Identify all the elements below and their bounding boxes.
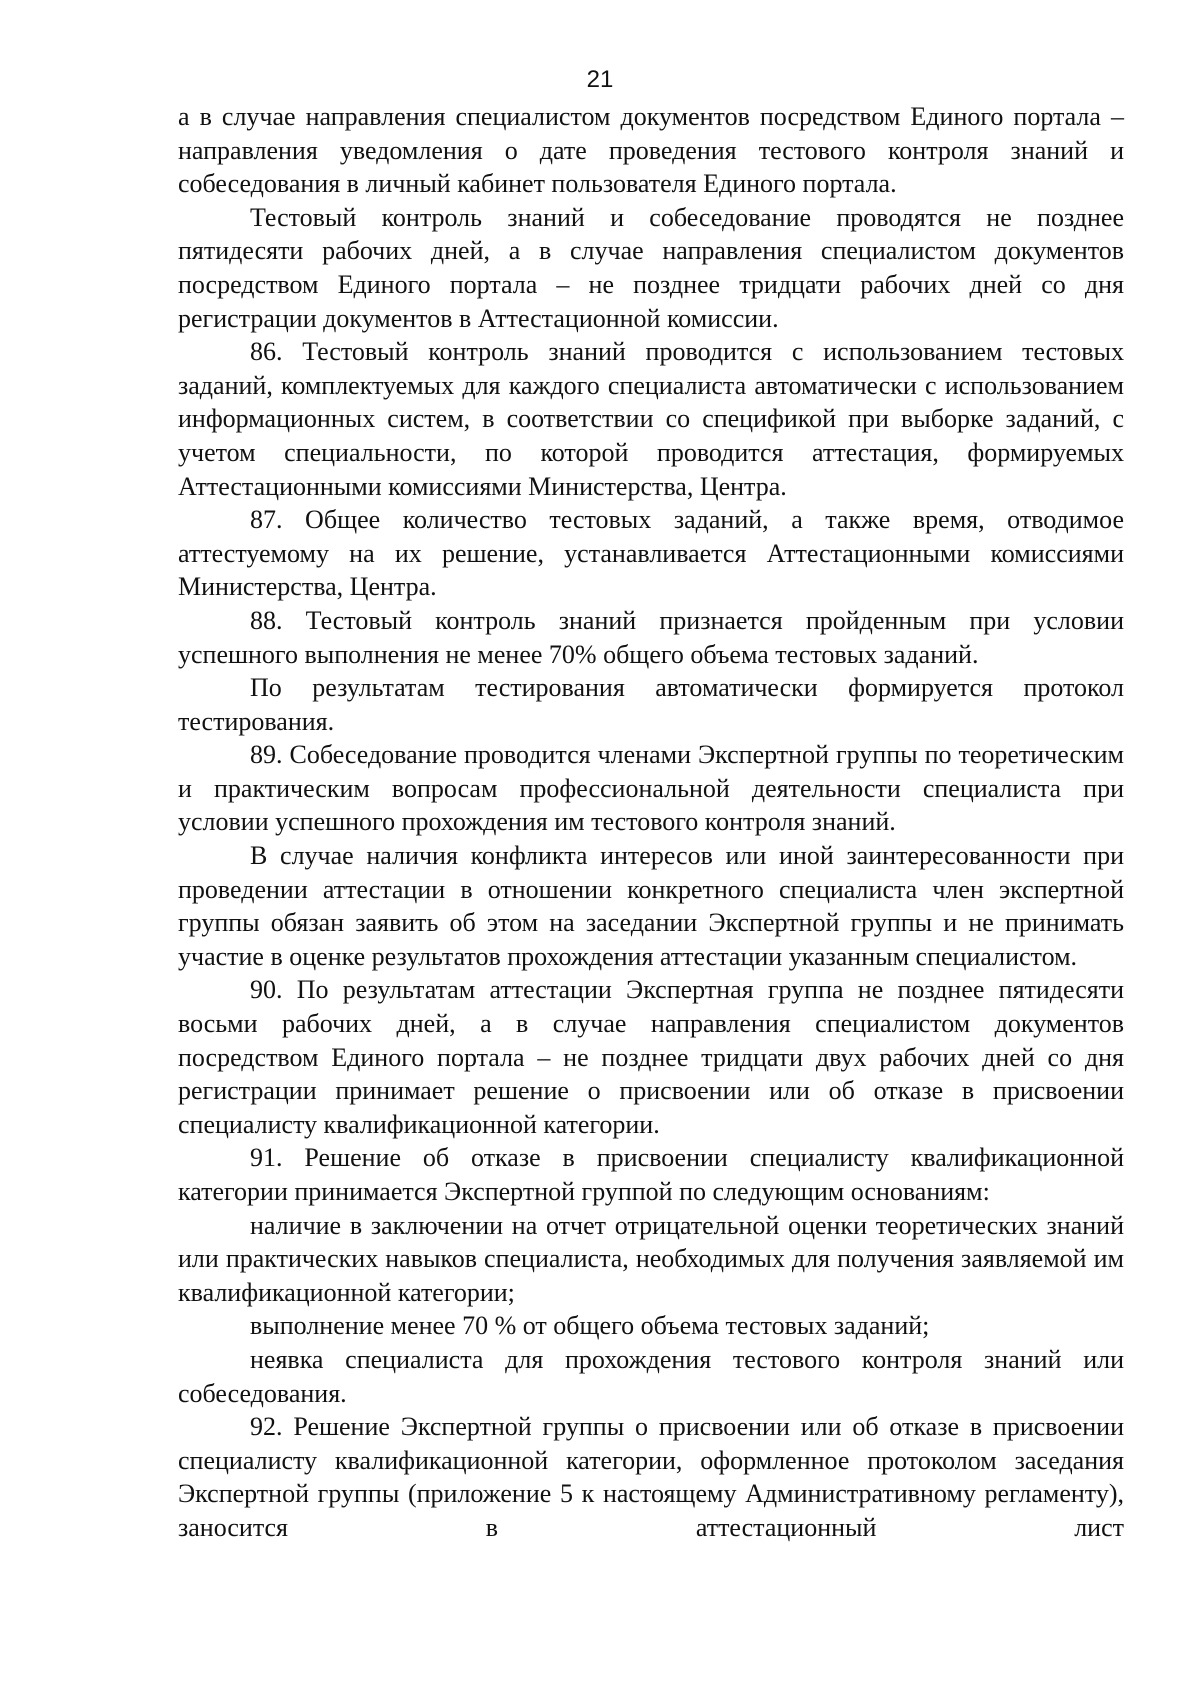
paragraph: 92. Решение Экспертной группы о присвоении или об отказе в присвоении специалисту квалификационной категории, оформленное протоколом заседания Экспертной группы (приложение 5 к настоящему Административному регламенту), заносится в аттестационный лист xyxy=(178,1412,1124,1542)
paragraph: а в случае направления специалистом документов посредством Единого портала – направления уведомления о дате проведения тестового контроля знаний и собеседования в личный кабинет пользователя Единого портала. xyxy=(178,102,1124,199)
paragraph: Тестовый контроль знаний и собеседование проводятся не позднее пятидесяти рабочих дней, а в случае направления специалистом документов посредством Единого портала – не позднее тридцати рабочих дней со дня регистрации документов в Аттестационной комиссии. xyxy=(178,202,1124,333)
paragraph: неявка специалиста для прохождения тестового контроля знаний или собеседования. xyxy=(178,1344,1124,1408)
paragraph: наличие в заключении на отчет отрицательной оценки теоретических знаний или практических навыков специалиста, необходимых для получения заявляемой им квалификационной категории; xyxy=(178,1210,1124,1307)
paragraph: 88. Тестовый контроль знаний признается пройденным при условии успешного выполнения не менее 70% общего объема тестовых заданий. xyxy=(178,605,1124,669)
paragraph: 86. Тестовый контроль знаний проводится с использованием тестовых заданий, комплектуемых для каждого специалиста автоматически с использованием информационных систем, в соответствии со спецификой при выборке заданий, с учетом специальности, по которой проводится аттестация, формируемых Аттестационными комиссиями Министерства, Центра. xyxy=(178,337,1124,501)
page-number: 21 xyxy=(586,66,614,93)
paragraph: выполнение менее 70 % от общего объема тестовых заданий; xyxy=(250,1311,930,1341)
paragraph: В случае наличия конфликта интересов или иной заинтересованности при проведении аттестации в отношении конкретного специалиста член экспертной группы обязан заявить об этом на заседании Экспертной группы и не принимать участие в оценке результатов прохождения аттестации указанным специалистом. xyxy=(178,841,1124,971)
paragraph: По результатам тестирования автоматически формируется протокол тестирования. xyxy=(178,673,1124,736)
paragraph: 89. Собеседование проводится членами Экспертной группы по теоретическим и практическим вопросам профессиональной деятельности специалиста при условии успешного прохождения им тестового контроля знаний. xyxy=(178,740,1124,837)
paragraph: 90. По результатам аттестации Экспертная группа не позднее пятидесяти восьми рабочих дней, а в случае направления специалистом документов посредством Единого портала – не позднее тридцати двух рабочих дней со дня регистрации принимает решение о присвоении или об отказе в присвоении специалисту квалификационной категории. xyxy=(178,975,1124,1139)
paragraph: 91. Решение об отказе в присвоении специалисту квалификационной категории принимается Экспертной группой по следующим основаниям: xyxy=(178,1143,1124,1206)
document-body xyxy=(178,100,1124,1545)
paragraph: 87. Общее количество тестовых заданий, а также время, отводимое аттестуемому на их решение, устанавливается Аттестационными комиссиями Министерства, Центра. xyxy=(178,505,1124,602)
